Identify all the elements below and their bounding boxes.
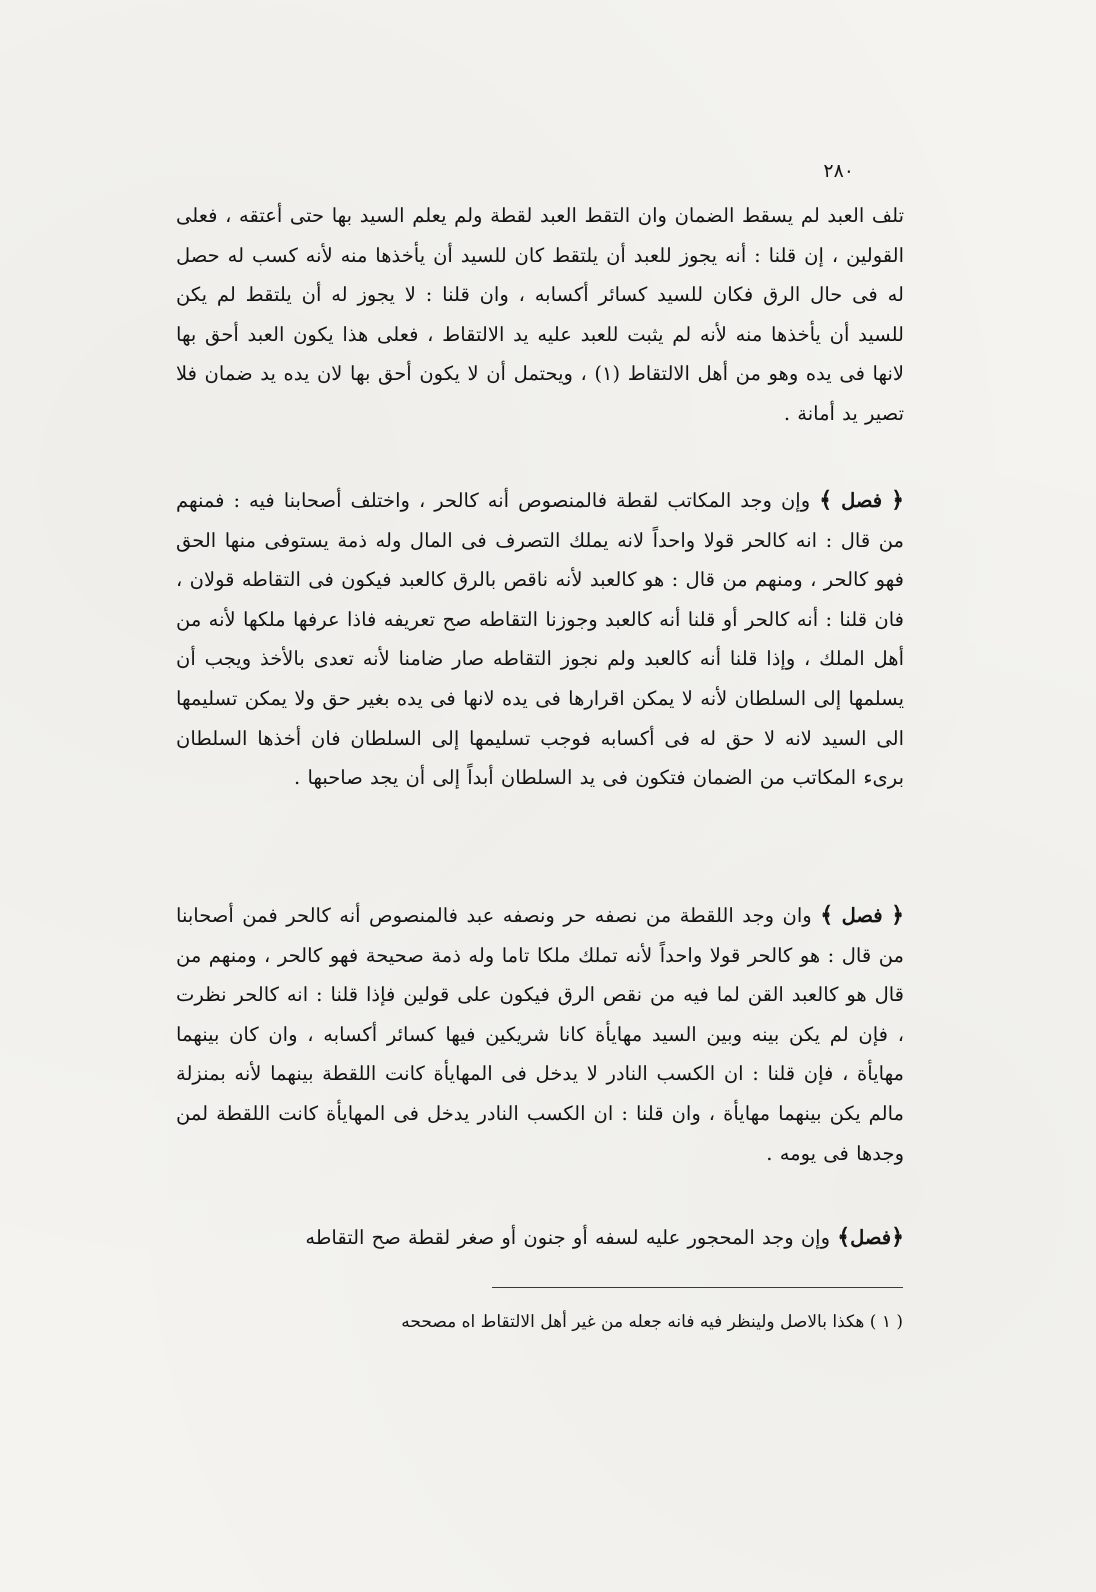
footnote	[200, 1305, 903, 1339]
paragraph-text: تلف العبد لم يسقط الضمان وان التقط العبد لقطة ولم يعلم السيد بها حتى أعتقه ، فعلى القولين ، إن قلنا : أنه يجوز للعبد أن يلتقط كان للسيد أن يأخذها منه لأنه كسب له حصل له فى حال الرق فكان للسيد كسائر أكسابه ، وان قلنا : لا يجوز له أن يلتقط لم يكن للسيد أن يأخذها منه لأنه لم يثبت للعبد عليه يد الالتقاط ، فعلى هذا يكون العبد أحق بها لانها فى يده وهو من أهل الالتقاط (١) ، ويحتمل أن لا يكون أحق بها لان يده يد ضمان فلا تصير يد أمانة .	[176, 204, 904, 425]
open-brace: ﴿	[891, 902, 904, 928]
page-number: ٢٨٠	[823, 160, 854, 182]
footnote-divider	[492, 1287, 903, 1288]
close-brace: ﴾	[837, 1224, 851, 1250]
section-heading: فصل	[841, 904, 883, 927]
footnote-marker: ( ١ )	[869, 1312, 903, 1332]
paragraph-body	[176, 896, 904, 1173]
section-heading: فصل	[850, 1226, 892, 1249]
footnote-text: هكذا بالاصل ولينظر فيه فانه جعله من غير أهل الالتقاط اه مصححه	[401, 1312, 865, 1332]
paragraph-4	[176, 1218, 904, 1258]
paragraph-text: وان وجد اللقطة من نصفه حر ونصفه عبد فالمنصوص أنه كالحر فمن أصحابنا من قال : هو كالحر قولا واحداً لأنه تملك ملكا تاما وله ذمة صحيحة فهو كالحر ، ومنهم من قال هو كالعبد القن لما فيه من نقص الرق فيكون على قولين فإذا قلنا : انه كالحر نظرت ، فإن لم يكن بينه وبين السيد مهايأة كانا شريكين فيها كسائر أكسابه ، وان كان بينهما مهايأة ، فإن قلنا : ان الكسب النادر لا يدخل فى المهايأة كانت اللقطة بينهما لأنه بمنزلة مالم يكن بينهما مهايأة ، وان قلنا : ان الكسب النادر يدخل فى المهايأة كانت اللقطة لمن وجدها فى يومه .	[176, 904, 904, 1165]
close-brace: ﴾	[819, 487, 833, 513]
open-brace: ﴿	[891, 1224, 904, 1250]
paragraph-2	[176, 481, 904, 798]
paragraph-3	[176, 896, 904, 1173]
section-heading: فصل	[841, 489, 883, 512]
open-brace: ﴿	[891, 487, 905, 513]
paragraph-body	[176, 481, 904, 798]
paragraph-text: وإن وجد المحجور عليه لسفه أو جنون أو صغر لقطة صح التقاطه	[305, 1226, 831, 1249]
paragraph-1	[176, 196, 904, 434]
paragraph-body	[176, 1218, 904, 1258]
close-brace: ﴾	[820, 902, 834, 928]
paragraph-text: وإن وجد المكاتب لقطة فالمنصوص أنه كالحر ، واختلف أصحابنا فيه : فمنهم من قال : انه كالحر قولا واحداً لانه يملك التصرف فى المال وله ذمة يستوفى منها الحق فهو كالحر ، ومنهم من قال : هو كالعبد لأنه ناقص بالرق كالعبد فيكون فى التقاطه قولان ، فان قلنا : أنه كالحر أو قلنا أنه كالعبد وجوزنا التقاطه صح تعريفه فاذا عرفها ملكها لأنه من أهل الملك ، وإذا قلنا أنه كالعبد ولم نجوز التقاطه صار ضامنا لأنه تعدى بالأخذ ويجب أن يسلمها إلى السلطان لأنه لا يمكن اقرارها فى يده لانها فى يده بغير حق ولا يمكن تسليمها الى السيد لانه لا حق له فى أكسابه فوجب تسليمها إلى السلطان فان أخذها السلطان برىء المكاتب من الضمان فتكون فى يد السلطان أبداً إلى أن يجد صاحبها .	[176, 489, 904, 790]
